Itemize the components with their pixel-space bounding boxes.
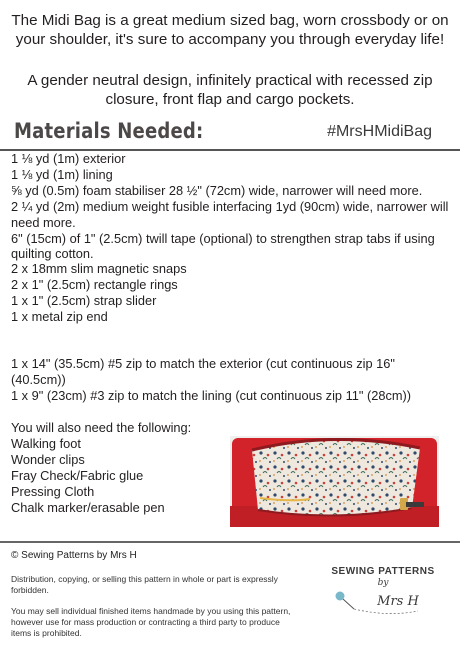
list-item: ⅝ yd (0.5m) foam stabiliser 28 ½" (72cm) wide, narrower will need more. [11, 182, 423, 198]
brand-logo [318, 565, 448, 627]
hardware-list [11, 261, 450, 325]
materials-title: Materials Needed: [14, 119, 204, 143]
fabric-list [11, 151, 450, 262]
list-item: Fray Check/Fabric glue [11, 467, 144, 483]
intro-paragraph-2: A gender neutral design, infinitely practical with recessed zip closure, front flap and cargo pockets. [27, 72, 433, 108]
hashtag: #MrsHMidiBag [327, 123, 432, 140]
copyright: © Sewing Patterns by Mrs H [11, 550, 137, 561]
bag-photo [230, 436, 439, 527]
logo-text-line-2: by [377, 578, 389, 588]
logo-text-line-3: Mrs H [377, 594, 419, 609]
list-item: Walking foot [11, 436, 81, 451]
list-item: Wonder clips [11, 451, 85, 467]
legal-notice-1: Distribution, copying, or selling this pattern in whole or part is expressly forbidden. [11, 574, 278, 595]
intro-paragraph-1: The Midi Bag is a great medium sized bag, worn crossbody or on your shoulder, it's sure to accompany you through everyday life! [11, 12, 449, 48]
list-item: 1 x 9" (23cm) #3 zip to match the lining (cut continuous zip 11" (28cm)) [11, 387, 412, 403]
list-item: Pressing Cloth [11, 483, 95, 499]
materials-heading-row [14, 119, 432, 149]
zip-list [11, 356, 450, 404]
list-item: 2 ¼ yd (2m) medium weight fusible interfacing 1yd (90cm) wide, narrower will need more. [11, 198, 449, 230]
also-need-heading: You will also need the following: [11, 420, 192, 435]
list-item: 1 x 1" (2.5cm) strap slider [11, 292, 157, 308]
list-item: 2 x 1" (2.5cm) rectangle rings [11, 276, 178, 292]
list-item: Chalk marker/erasable pen [11, 499, 165, 515]
list-item: 6" (15cm) of 1" (2.5cm) twill tape (optional) to strengthen strap tabs if using quilting cotton. [11, 230, 435, 262]
logo-text-line-1: SEWING PATTERNS [331, 566, 435, 577]
list-item: 1 ⅛ yd (1m) exterior [11, 151, 126, 166]
list-item: 2 x 18mm slim magnetic snaps [11, 261, 187, 276]
legal-notice-2: You may sell individual finished items handmade by you using this pattern, however use for mass production or contracting a third party to produce items is prohibited. [11, 606, 291, 638]
list-item: 1 x metal zip end [11, 308, 108, 324]
list-item: 1 x 14" (35.5cm) #5 zip to match the exterior (cut continuous zip 16" (40.5cm)) [11, 356, 395, 387]
list-item: 1 ⅛ yd (1m) lining [11, 166, 113, 182]
footer-divider [0, 541, 460, 543]
